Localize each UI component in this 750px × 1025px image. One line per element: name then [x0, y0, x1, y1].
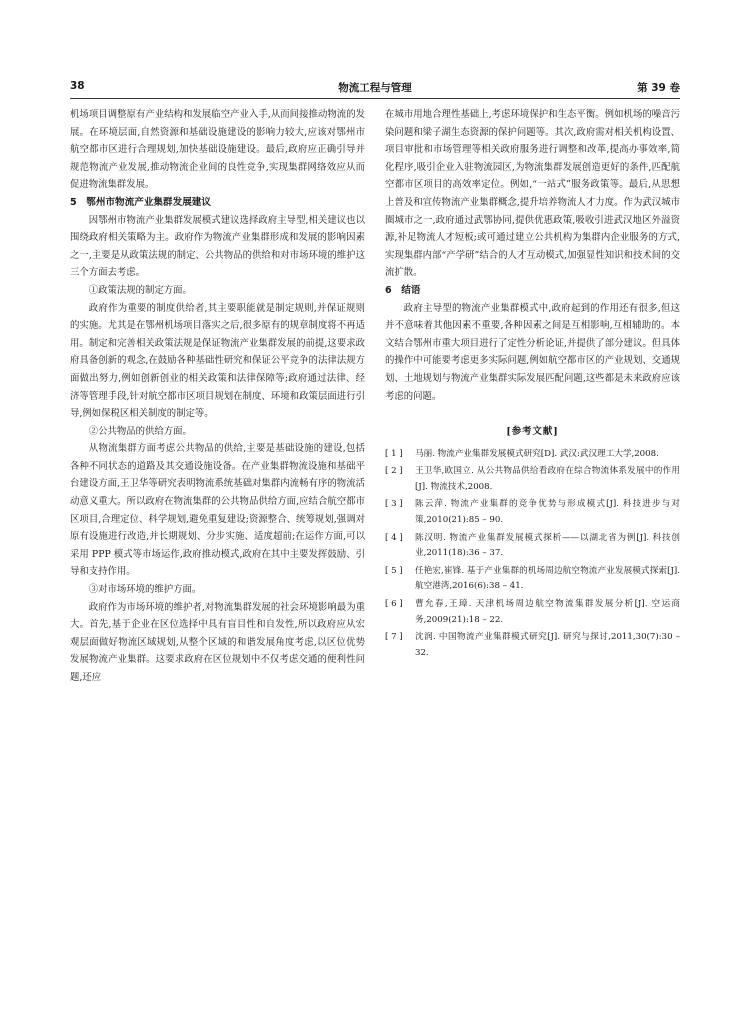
paragraph: 机场项目调整原有产业结构和发展临空产业入手,从而间接推动物流的发展。在环境层面,自然资源和基础设施建设的影响力较大,应该对鄂州市航空都市区进行合理规划,加快基础设施建设。最后,政府应正确引导并规范物流产业发展,推动物流企业间的良性竞争,实现集群网络效应从而促进物流集群发展。	[70, 109, 365, 191]
references-title: [参考文献]	[506, 426, 559, 438]
left-column	[70, 106, 365, 687]
section-heading: 6 结语	[385, 284, 421, 296]
reference-number: [ 4 ]	[385, 532, 403, 543]
right-column-body	[385, 106, 680, 405]
reference-item	[385, 447, 680, 463]
header-rule	[70, 98, 680, 99]
reference-number: [ 3 ]	[385, 499, 403, 510]
paragraph: 政府主导型的物流产业集群模式中,政府起到的作用还有很多,但这并不意味着其他因素不重要,各种因素之间是互相影响,互相辅助的。本文结合鄂州市重大项目进行了定性分析论证,并提供了部分建议。但具体的操作中可能要考虑更多实际问题,例如航空都市区的产业规划、交通规划、土地规划与物流产业集群实际发展匹配问题,这些都是未来政府应该考虑的问题。	[385, 302, 680, 402]
reference-number: [ 7 ]	[385, 632, 403, 643]
reference-number: [ 2 ]	[385, 466, 403, 477]
journal-title: 物流工程与管理	[338, 82, 412, 94]
reference-text: 曹允春,王璋. 天津机场周边航空物流集群发展分析[J]. 空运商务,2009(21):18 – 22.	[415, 599, 680, 625]
reference-number: [ 5 ]	[385, 565, 403, 576]
reference-item	[385, 630, 680, 661]
reference-item	[385, 497, 680, 528]
reference-text: 王卫华,欧国立. 从公共物品供给看政府在综合物流体系发展中的作用[J]. 物流技术,2008.	[415, 466, 680, 492]
reference-item	[385, 464, 680, 495]
paragraph: 政府作为重要的制度供给者,其主要职能就是制定规则,并保证规则的实施。尤其是在鄂州机场项目落实之后,很多原有的规章制度将不再适用。制定和完善相关政策法规是保证物流产业集群发展的前提,这要求政府具备创新的观念,在鼓励各种基础性研究和保证公平竞争的法律法规方面做出努力,例如创新创业的相关政策和法律保障等;政府通过法律、经济等管理手段,针对航空都市区项目规划在制度、环境和政策层面进行引导,例如保税区相关制度的制定等。	[70, 302, 365, 420]
reference-text: 陈云萍. 物流产业集群的竞争优势与形成模式[J]. 科技进步与对策,2010(21):85 – 90.	[415, 499, 680, 526]
reference-item	[385, 597, 680, 628]
reference-text: 沈润. 中国物流产业集群模式研究[J]. 研究与探讨,2011,30(7):30 – 32.	[415, 632, 680, 658]
reference-number: [ 1 ]	[385, 448, 403, 459]
reference-text: 马丽. 物流产业集群发展模式研究[D]. 武汉:武汉理工大学,2008.	[415, 448, 659, 459]
page-number: 38	[70, 80, 85, 92]
paragraph: ②公共物品的供给方面。	[88, 425, 192, 437]
reference-text: 任艳宏,崔锋. 基于产业集群的机场周边航空物流产业发展模式探索[J]. 航空港湾,2016(6):38 – 41.	[415, 565, 680, 592]
page-header	[70, 80, 680, 98]
section-heading: 5 鄂州市物流产业集群发展建议	[70, 196, 211, 208]
references-list	[385, 447, 680, 662]
paragraph: 政府作为市场环境的维护者,对物流集群发展的社会环境影响最为重大。首先,基于企业在区位选择中具有盲目性和自发性,所以政府应从宏观层面做好物流区域规划,从整个区域的和谐发展角度考虑,以区位优势发展物流产业集群。这要求政府在区位规划中不仅考虑交通的便利性问题,还应	[70, 601, 365, 683]
reference-item	[385, 531, 680, 562]
reference-item	[385, 564, 680, 595]
paragraph: 因鄂州市物流产业集群发展模式建议选择政府主导型,相关建议也以围绕政府相关策略为主。政府作为物流产业集群形成和发展的影响因素之一,主要是从政策法规的制定、公共物品的供给和对市场环境的维护这三个方面去考虑。	[70, 214, 365, 279]
paragraph: 在城市用地合理性基础上,考虑环境保护和生态平衡。例如机场的噪音污染问题和梁子湖生态资源的保护问题等。其次,政府需对相关机构设置、项目审批和市场管理等相关政府服务进行调整和改革,提高办事效率,简化程序,吸引企业入驻物流园区,为物流集群发展创造更好的条件,匹配航空都市区项目的高效率定位。例如,“一站式”服务政策等。最后,从思想上普及和宣传物流产业集群概念,提升培养物流人才力度。作为武汉城市圈城市之一,政府通过武鄂协同,提供优惠政策,吸收引进武汉地区外溢资源,补足物流人才短板;或可通过建立公共机构为集群内企业服务的方式,实现集群内部“产学研”结合的人才互动模式,加强显性知识和技术间的交流扩散。	[385, 109, 680, 279]
right-column	[385, 106, 680, 663]
reference-text: 陈汉明. 物流产业集群发展模式探析——以湖北省为例[J]. 科技创业,2011(18):36 – 37.	[415, 532, 680, 559]
paragraph: ③对市场环境的维护方面。	[88, 584, 202, 596]
paragraph: 从物流集群方面考虑公共物品的供给,主要是基础设施的建设,包括各种不同状态的道路及其交通设施设备。在产业集群物流设施和基础平台建设方面,王卫华等研究表明物流系统基础对集群内流畅有序的物流活动意义重大。所以政府在物流集群的公共物品供给方面,应结合航空都市区项目,合理定位、科学规划,避免重复建设;资源整合、统筹规划,强调对原有设施进行改造,并长期规划、分步实施、适度超前;在运作方面,可以采用 PPP 模式等市场运作,政府推动模式,政府在其中主要发挥鼓励、引导和支持作用。	[70, 443, 365, 578]
volume-label: 第 39 卷	[637, 82, 680, 94]
reference-number: [ 6 ]	[385, 599, 403, 610]
paragraph: ①政策法规的制定方面。	[88, 284, 192, 296]
